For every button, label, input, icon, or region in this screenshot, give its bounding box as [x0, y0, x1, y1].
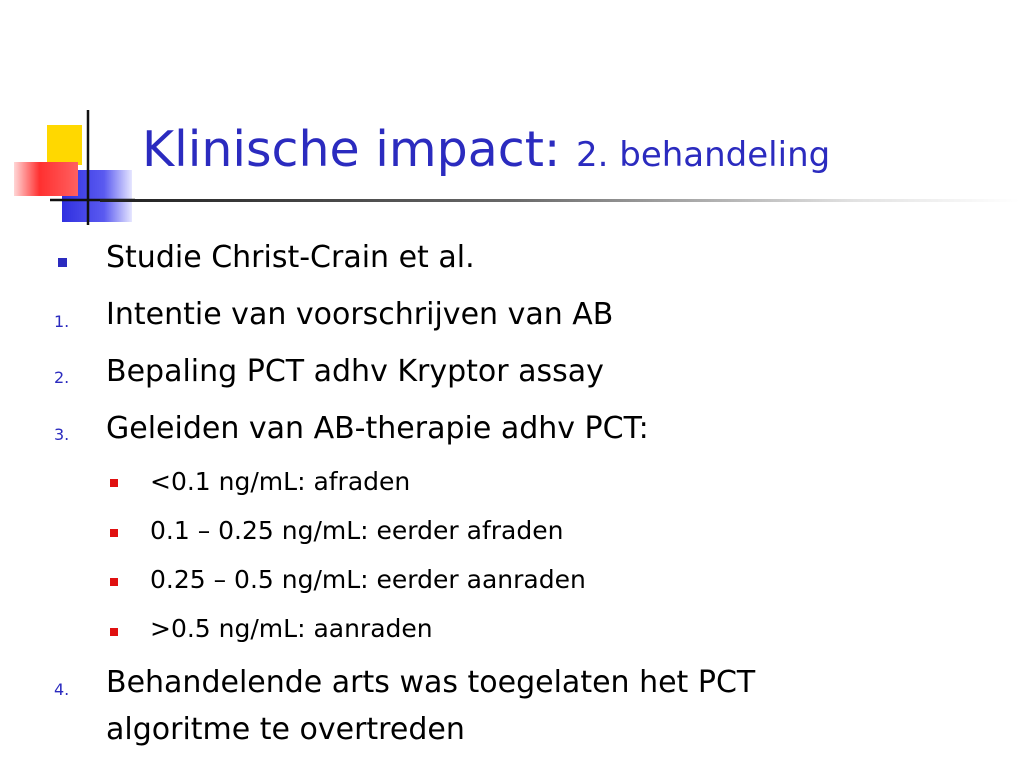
list-item-number: 4. — [54, 680, 70, 699]
sub-bullet-square-icon — [110, 628, 118, 636]
sub-list-item-text: 0.1 – 0.25 ng/mL: eerder afraden — [150, 516, 564, 545]
sub-list-item-text: <0.1 ng/mL: afraden — [150, 467, 411, 496]
list-item-text-line-1: Behandelende arts was toegelaten het PCT — [106, 665, 756, 700]
list-item-number: 1. — [54, 312, 70, 331]
slide-title-main: Klinische impact: — [142, 121, 561, 178]
list-item-number: 2. — [54, 368, 70, 387]
sub-bullet-square-icon — [110, 479, 118, 487]
list-item-text: Studie Christ-Crain et al. — [106, 240, 475, 275]
list-item-text-line-2: algoritme te overtreden — [106, 712, 465, 747]
sub-list-item-text: 0.25 – 0.5 ng/mL: eerder aanraden — [150, 565, 586, 594]
list-item-text: Bepaling PCT adhv Kryptor assay — [106, 354, 604, 389]
slide-title-sub: 2. behandeling — [576, 135, 831, 175]
sub-bullet-square-icon — [110, 578, 118, 586]
sub-list-item-text: >0.5 ng/mL: aanraden — [150, 614, 433, 643]
list-item-text: Geleiden van AB-therapie adhv PCT: — [106, 411, 649, 446]
bullet-square-icon — [58, 258, 67, 267]
list-item-text: Intentie van voorschrijven van AB — [106, 297, 614, 332]
list-item-number: 3. — [54, 425, 70, 444]
sub-bullet-square-icon — [110, 529, 118, 537]
